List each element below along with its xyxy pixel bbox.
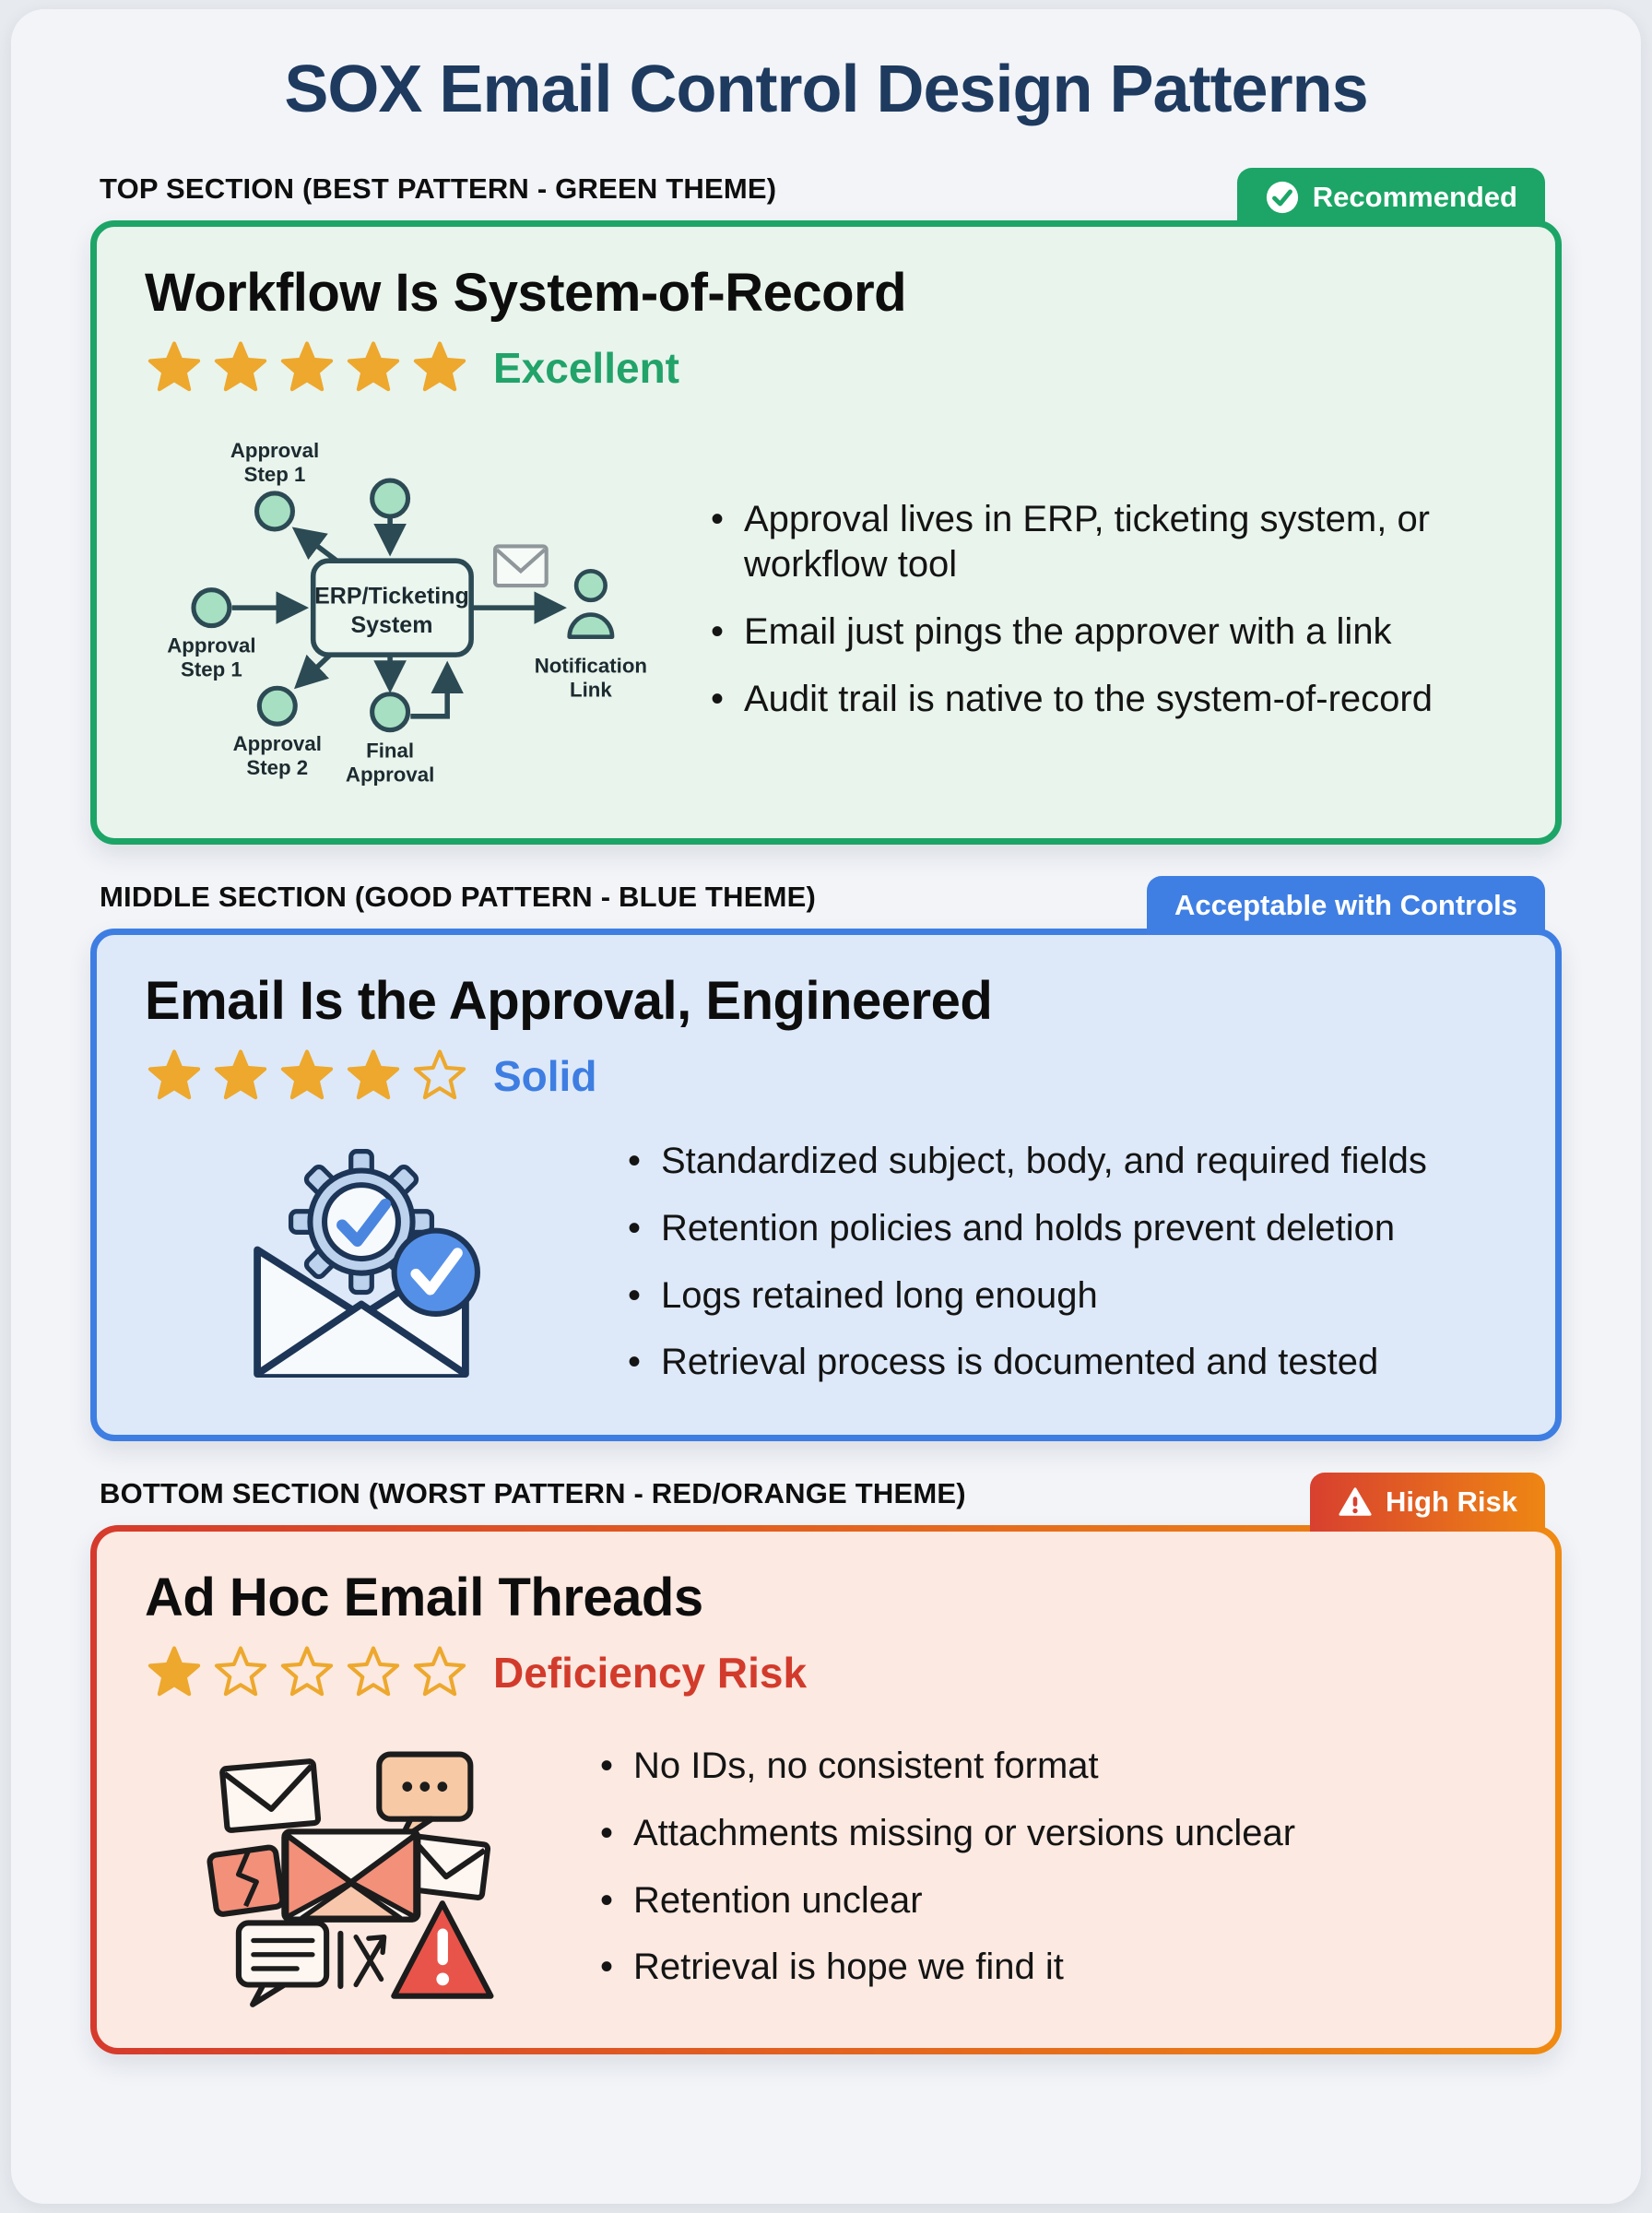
chat-lines-icon [239, 1923, 326, 2004]
chat-bubble-icon [379, 1755, 470, 1840]
badge-label: Acceptable with Controls [1174, 889, 1517, 921]
star-filled-icon [277, 340, 336, 396]
node-label: Final [366, 739, 415, 763]
envelope-icon [495, 546, 547, 586]
bullet-item: • Retrieval process is documented and tested [619, 1340, 1507, 1385]
erp-workflow-diagram [147, 421, 659, 798]
node-label: Step 1 [181, 657, 242, 681]
section-head [90, 168, 1562, 220]
card-title: Ad Hoc Email Threads [145, 1568, 703, 1627]
section-label: MIDDLE SECTION (GOOD PATTERN - BLUE THEME) [100, 881, 817, 913]
card-title: Workflow Is System-of-Record [145, 263, 907, 323]
bullet-item: • Retention policies and holds prevent deletion [619, 1206, 1507, 1251]
star-filled-icon [145, 1048, 204, 1104]
green-card [90, 220, 1562, 845]
section-ad-hoc-email-threads [90, 1473, 1562, 2054]
workflow-node [372, 694, 408, 730]
node-label: Link [570, 678, 612, 702]
workflow-diagram [145, 421, 661, 798]
workflow-node [372, 480, 408, 516]
page-title: SOX Email Control Design Patterns [284, 53, 1368, 126]
email-gear-approved-icon [209, 1130, 513, 1394]
bullet-list [619, 1139, 1507, 1385]
bullet-item: • Audit trail is native to the system-of-record [702, 677, 1507, 722]
section-workflow-system-of-record [90, 168, 1562, 845]
envelope-icon [222, 1761, 319, 1830]
node-label: Step 1 [243, 463, 306, 486]
messy-email-threads-icon [200, 1726, 495, 2007]
approved-check-icon [395, 1231, 478, 1314]
erp-box-label: System [350, 612, 433, 639]
star-rating [145, 340, 469, 396]
blue-card [90, 929, 1562, 1441]
star-filled-icon [344, 340, 403, 396]
broken-message-icon [209, 1847, 284, 1915]
star-outline-icon [410, 1645, 469, 1700]
section-head [90, 876, 1562, 929]
bullet-item: • Standardized subject, body, and required fields [619, 1139, 1507, 1184]
star-filled-icon [145, 340, 204, 396]
star-outline-icon [410, 1048, 469, 1104]
workflow-node [259, 688, 295, 724]
node-label: Notification [534, 654, 648, 678]
star-outline-icon [211, 1645, 270, 1700]
warning-triangle-icon [1338, 1485, 1373, 1520]
red-card [97, 1532, 1555, 2048]
bullet-list [702, 497, 1507, 721]
bullet-item: • Attachments missing or versions unclear [591, 1811, 1507, 1856]
star-filled-icon [211, 340, 270, 396]
card-title: Email Is the Approval, Engineered [145, 971, 993, 1031]
node-label: Approval [232, 731, 322, 755]
envelope-icon [284, 1831, 418, 1919]
rating-row [145, 1048, 1507, 1104]
crossed-arrows-icon [340, 1934, 384, 1986]
star-rating [145, 1048, 469, 1104]
red-card-border [90, 1525, 1562, 2054]
star-filled-icon [277, 1048, 336, 1104]
section-label: TOP SECTION (BEST PATTERN - GREEN THEME) [100, 172, 777, 205]
node-label: Approval [167, 633, 256, 657]
high-risk-badge [1310, 1473, 1545, 1532]
erp-box-label: ERP/Ticketing [314, 583, 469, 609]
rating-row [145, 1645, 1507, 1700]
node-label: Step 2 [246, 755, 309, 779]
bullet-item: • Retrieval is hope we find it [591, 1945, 1507, 1990]
bullet-item: • Email just pings the approver with a link [702, 609, 1507, 655]
bullet-item: • Retention unclear [591, 1878, 1507, 1923]
rating-label: Excellent [493, 344, 679, 392]
node-label: Approval [230, 439, 320, 463]
star-filled-icon [410, 340, 469, 396]
bullet-item: • Logs retained long enough [619, 1273, 1507, 1319]
rating-label: Solid [493, 1052, 597, 1100]
recommended-badge [1237, 168, 1545, 227]
check-circle-icon [1265, 180, 1300, 215]
rating-label: Deficiency Risk [493, 1649, 808, 1697]
star-filled-icon [344, 1048, 403, 1104]
infographic-panel [11, 9, 1641, 2204]
star-rating [145, 1645, 469, 1700]
acceptable-with-controls-badge [1147, 876, 1545, 935]
bullet-list [591, 1744, 1507, 1990]
section-label: BOTTOM SECTION (WORST PATTERN - RED/ORANGE THEME) [100, 1477, 966, 1509]
rating-row [145, 340, 1507, 396]
node-label: Approval [345, 763, 435, 787]
section-head [90, 1473, 1562, 1525]
star-filled-icon [211, 1048, 270, 1104]
bullet-item: • Approval lives in ERP, ticketing system, or workflow tool [702, 497, 1507, 587]
approver-person-icon [570, 571, 612, 636]
star-filled-icon [145, 1645, 204, 1700]
bullet-item: • No IDs, no consistent format [591, 1744, 1507, 1789]
star-outline-icon [277, 1645, 336, 1700]
badge-label: Recommended [1312, 181, 1517, 213]
badge-label: High Risk [1386, 1485, 1517, 1518]
star-outline-icon [344, 1645, 403, 1700]
workflow-node [257, 493, 293, 529]
section-email-is-approval [90, 876, 1562, 1441]
workflow-node [194, 590, 230, 626]
